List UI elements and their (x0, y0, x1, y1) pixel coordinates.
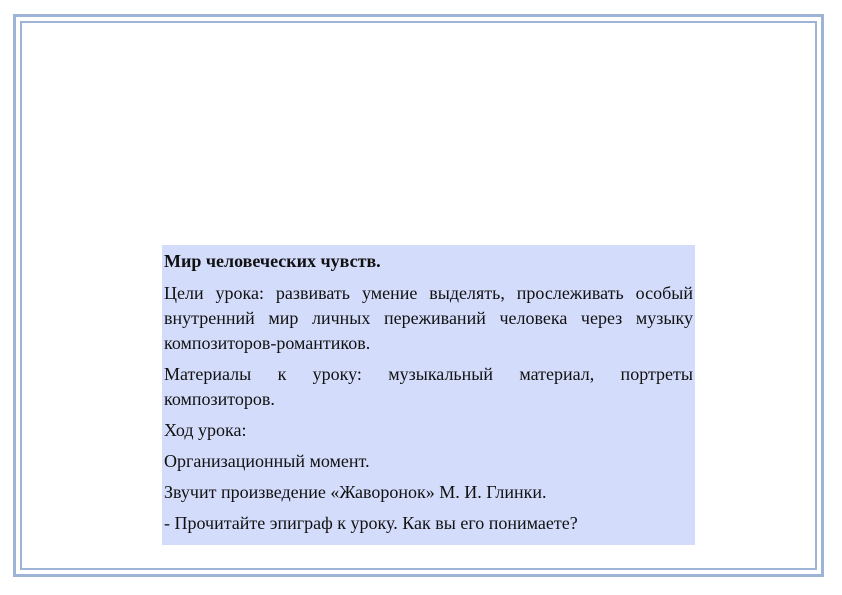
lesson-title: Мир человеческих чувств. (164, 251, 381, 271)
lesson-text-block (162, 245, 695, 545)
lesson-goals: Цели урока: развивать умение выделять, прослеживать особый внутренний мир личных переживаний человека через музыку композиторов-романтиков. (164, 283, 693, 353)
lesson-progress-heading: Ход урока: (164, 420, 247, 440)
lesson-materials: Материалы к уроку: музыкальный материал, портреты композиторов. (164, 364, 693, 409)
lesson-music: Звучит произведение «Жаворонок» М. И. Глинки. (164, 482, 547, 502)
lesson-epigraph-question: - Прочитайте эпиграф к уроку. Как вы его понимаете? (164, 513, 578, 533)
lesson-org-moment: Организационный момент. (164, 451, 370, 471)
